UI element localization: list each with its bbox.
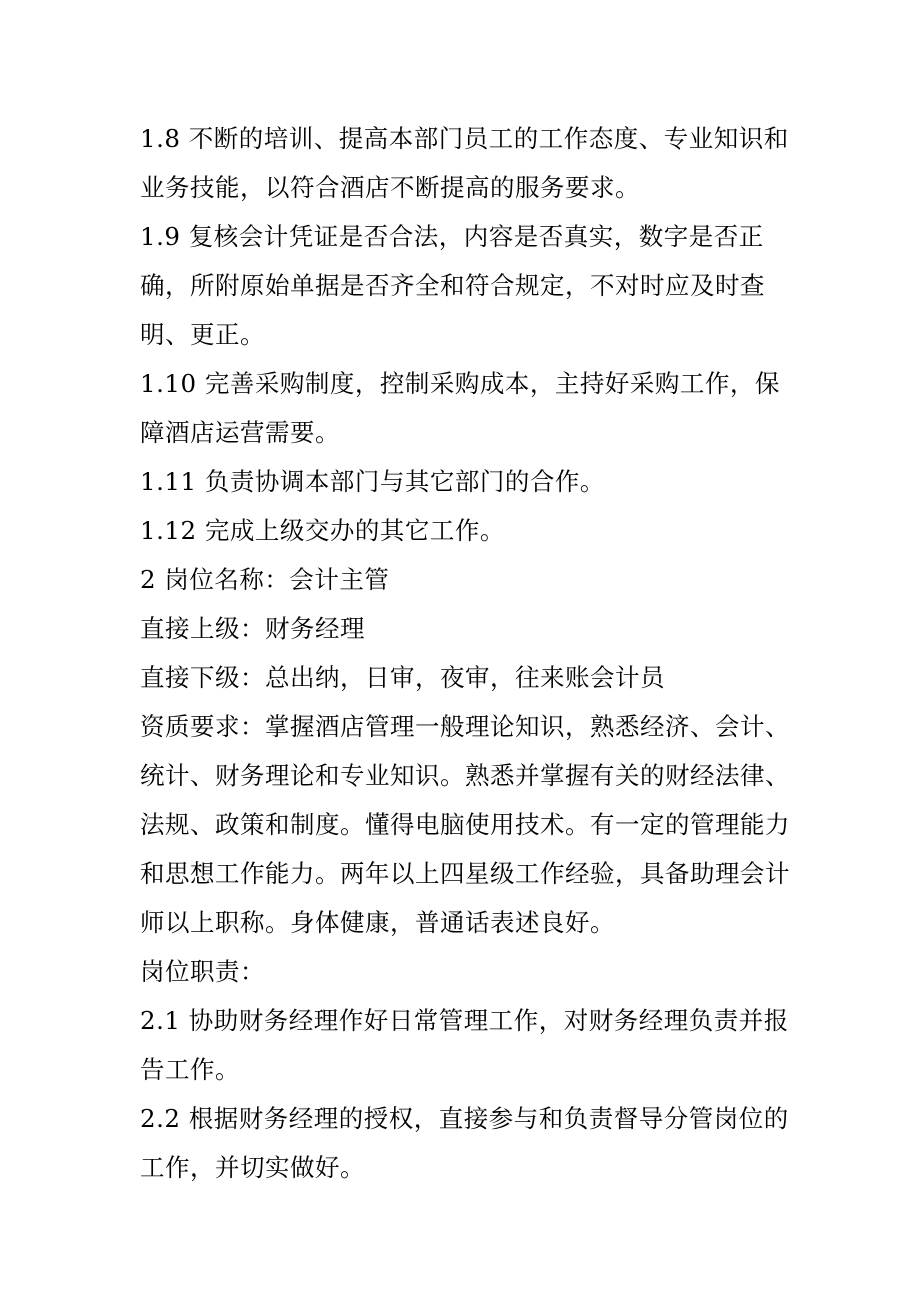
document-body [140, 114, 790, 1192]
duties-heading: 岗位职责： [140, 957, 265, 986]
position-title: 2 岗位名称：会计主管 [140, 565, 390, 594]
paragraph-duty-1-9: 1.9 复核会计凭证是否合法，内容是否真实，数字是否正确，所附原始单据是否齐全和符合规定，不对时应及时查明、更正。 [140, 222, 765, 349]
direct-subordinates: 直接下级：总出纳，日审，夜审，往来账会计员 [140, 663, 665, 692]
paragraph-duty-1-11: 1.11 负责协调本部门与其它部门的合作。 [140, 467, 605, 496]
paragraph-duty-1-10: 1.10 完善采购制度，控制采购成本，主持好采购工作，保障酒店运营需要。 [140, 369, 780, 447]
direct-superior: 直接上级：财务经理 [140, 614, 365, 643]
qualification-requirements: 资质要求：掌握酒店管理一般理论知识，熟悉经济、会计、统计、财务理论和专业知识。熟悉并掌握有关的财经法律、法规、政策和制度。懂得电脑使用技术。有一定的管理能力和思想工作能力。两年以上四星级工作经验，具备助理会计师以上职称。身体健康，普通话表述良好。 [140, 712, 790, 937]
paragraph-duty-1-12: 1.12 完成上级交办的其它工作。 [140, 516, 505, 545]
paragraph-duty-2-2: 2.2 根据财务经理的授权，直接参与和负责督导分管岗位的工作，并切实做好。 [140, 1104, 789, 1182]
paragraph-duty-1-8: 1.8 不断的培训、提高本部门员工的工作态度、专业知识和业务技能，以符合酒店不断提高的服务要求。 [140, 124, 789, 202]
paragraph-duty-2-1: 2.1 协助财务经理作好日常管理工作，对财务经理负责并报告工作。 [140, 1006, 789, 1084]
